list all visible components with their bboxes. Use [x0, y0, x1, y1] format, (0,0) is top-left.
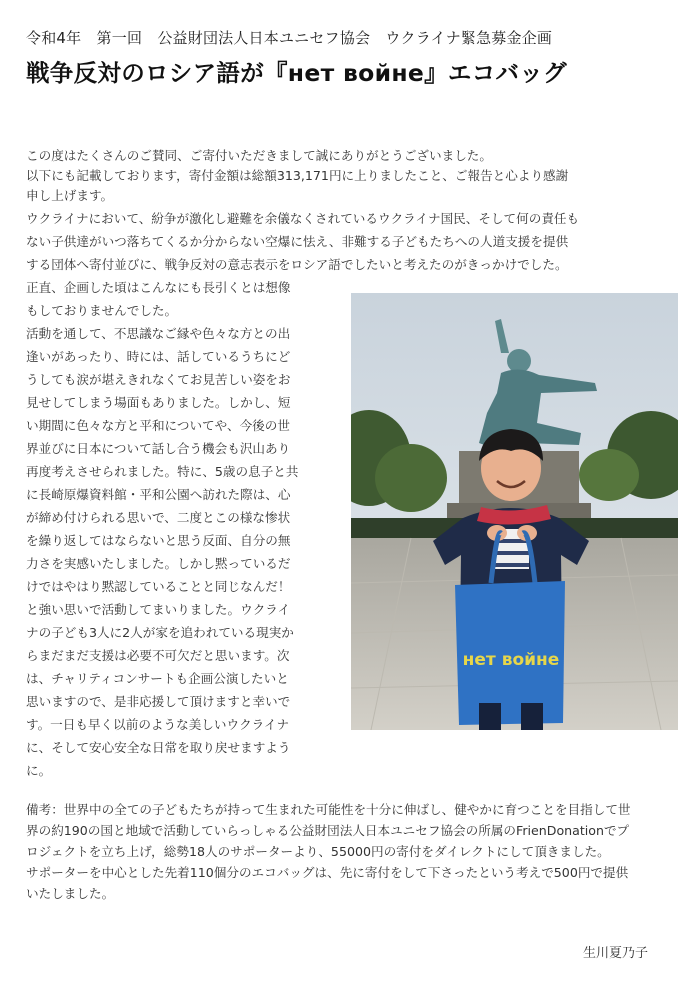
note-line: サポーターを中心とした先着110個分のエコバッグは、先に寄付をして下さったという考えで500円で提供 — [26, 865, 629, 880]
body-line: す。一日も早く以前のような美しいウクライナ — [26, 717, 290, 732]
body-line: けではやはり黙認していることと同じなんだ！ — [26, 579, 291, 594]
body-line: もしておりませんでした。 — [26, 303, 178, 318]
body-line: 見せしてしまう場面もありました。しかし、短 — [26, 395, 291, 410]
body-line: 力さを実感いたしました。しかし黙っているだ — [26, 556, 291, 571]
note-line: 備考：世界中の全ての子どもたちが持って生まれた可能性を十分に伸ばし、健やかに育つことを目指して世 — [26, 802, 631, 817]
body-line: うしても涙が堪えきれなくてお見苦しい姿をお — [26, 372, 291, 387]
body-line: らまだまだ支援は必要不可欠だと思います。次 — [26, 648, 290, 663]
body-line: 申し上げます。 — [26, 188, 114, 203]
body-line: 逢いがあったり、時には、話しているうちにど — [26, 349, 291, 364]
body-line: 再度考えさせられました。特に、5歳の息子と共 — [26, 464, 299, 479]
body-line: い期間に色々な方と平和についてや、今後の世 — [26, 418, 290, 433]
note-line: 界の約190の国と地域で活動していらっしゃる公益財団法人日本ユニセフ協会の所属のFrienDonationでプ — [26, 823, 630, 838]
body-line: を繰り返してはならないと思う反面、自分の無 — [26, 533, 291, 548]
body-line: ナの子ども3人に2人が家を追われている現実か — [26, 625, 294, 640]
body-line: に、そして安心安全な日常を取り戻せますよう — [26, 740, 291, 755]
note-line: ロジェクトを立ち上げ，総勢18人のサポーターより、55000円の寄付をダイレクトにして頂きました。 — [26, 844, 610, 859]
body-line: 活動を通して、不思議なご縁や色々な方との出 — [26, 326, 291, 341]
event-subtitle: 令和4年 第一回 公益財団法人日本ユニセフ協会 ウクライナ緊急募金企画 — [26, 29, 553, 47]
note-line: いたしました。 — [26, 886, 115, 901]
child-with-ecobag-photo — [351, 293, 678, 730]
body-line: が締め付けられる思いで、二度とこの様な惨状 — [26, 510, 291, 525]
body-line: 正直、企画した頃はこんなにも長引くとは想像 — [26, 280, 291, 295]
body-line: この度はたくさんのご賛同、ご寄付いただきまして誠にありがとうございました。 — [26, 148, 492, 163]
body-line: に長崎原爆資料館・平和公園へ訪れた際は、心 — [26, 487, 291, 502]
body-line: は、チャリティコンサートも企画公演したいと — [26, 671, 289, 686]
body-line: ない子供達がいつ落ちてくるか分からない空爆に怯え、非難する子どもたちへの人道支援を提供 — [26, 234, 569, 249]
body-line: 界並びに日本について話し合う機会も沢山あり — [26, 441, 291, 456]
page-title: 戦争反対のロシア語が『нет войне』エコバッグ — [26, 59, 567, 87]
body-line: する団体へ寄付並びに、戦争反対の意志表示をロシア語でしたいと考えたのがきっかけでした。 — [26, 257, 568, 272]
bag-print-text: нет войне — [462, 650, 560, 670]
body-line: ウクライナにおいて、紛争が激化し避難を余儀なくされているウクライナ国民、そして何の責任も — [26, 211, 580, 226]
body-line: 思いますので、是非応援して頂けますと幸いで — [26, 694, 291, 709]
body-line: 以下にも記載しております，寄付金額は総額313,171円に上りましたこと、ご報告と心より感謝 — [26, 168, 569, 183]
author-signature: 生川夏乃子 — [582, 946, 648, 961]
body-line: と強い思いで活動してまいりました。ウクライ — [26, 602, 291, 617]
body-line: に。 — [26, 763, 52, 778]
